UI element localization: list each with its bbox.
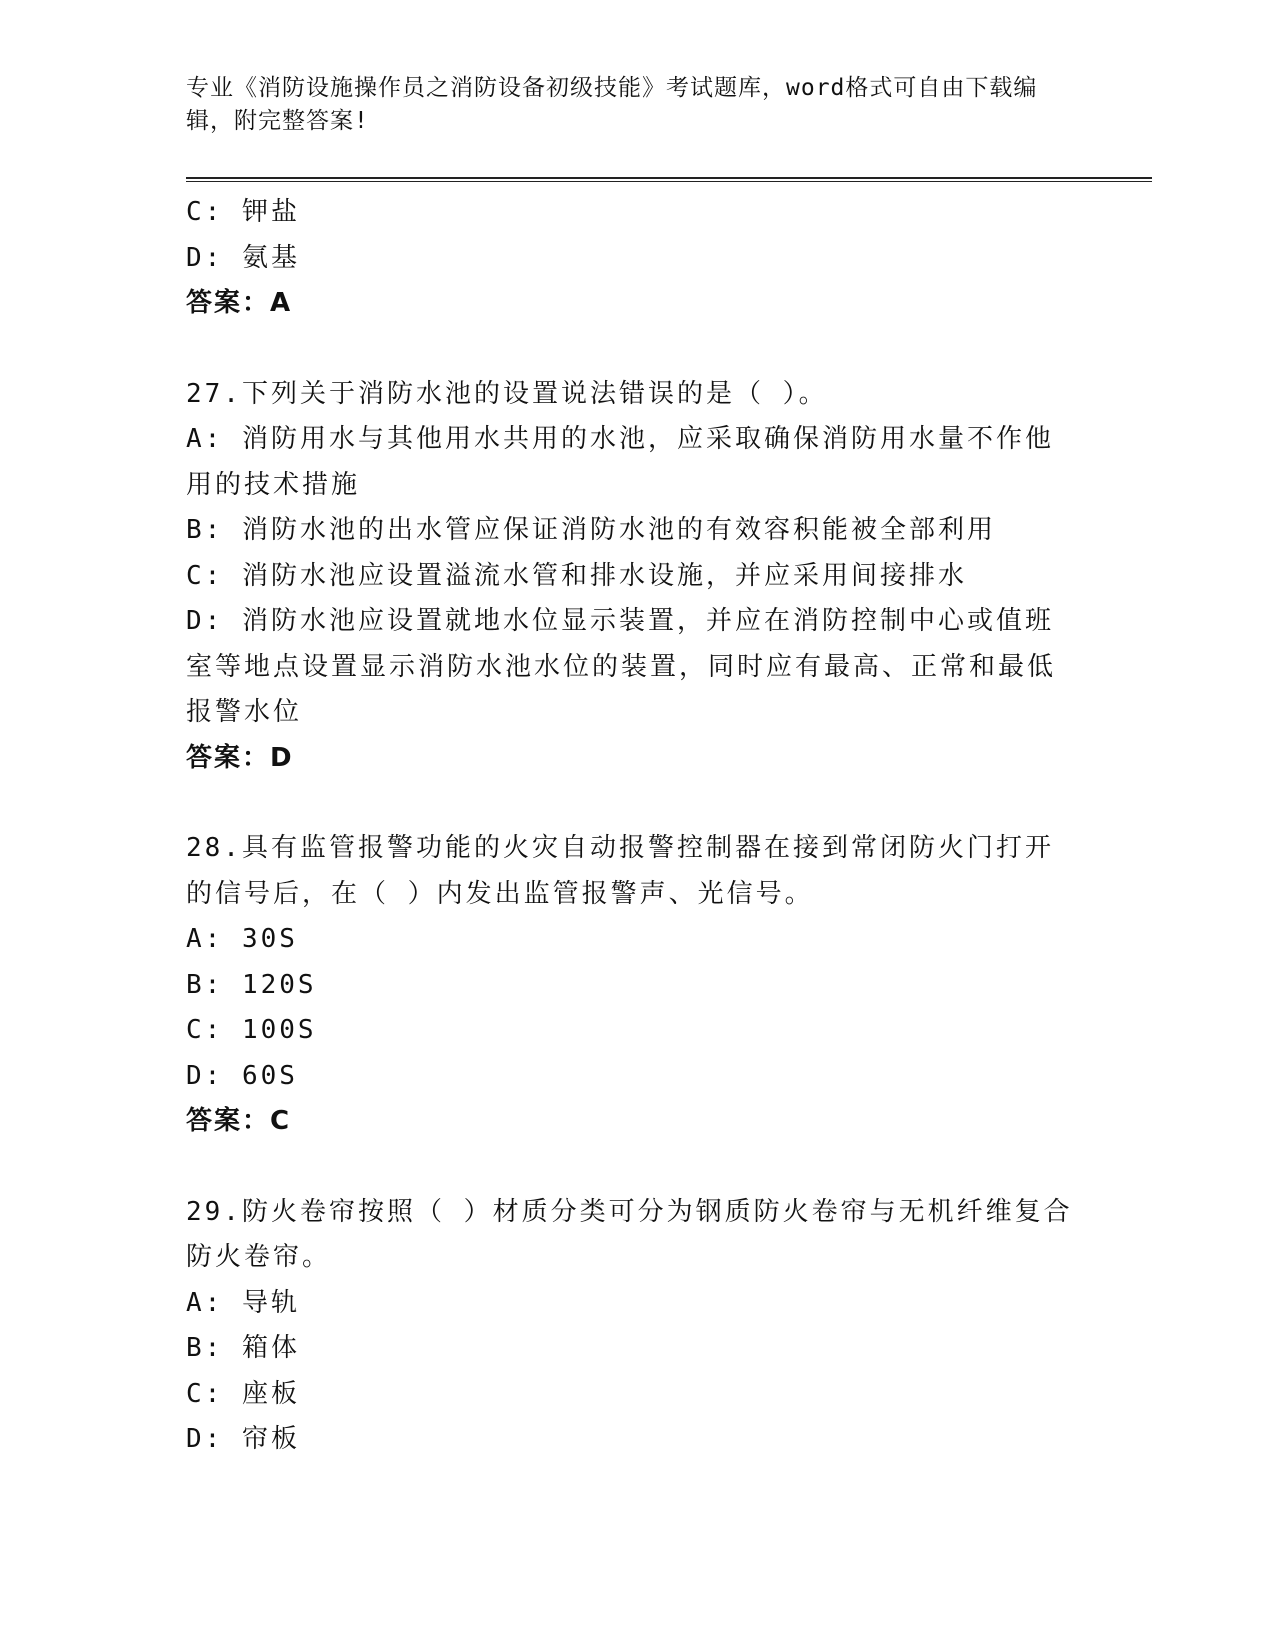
option-c: C: 座板 (186, 1378, 300, 1409)
document-header (186, 72, 1066, 138)
option-b: B: 消防水池的出水管应保证消防水池的有效容积能被全部利用 (186, 515, 996, 545)
option-d: D: 60S (186, 1060, 298, 1091)
option-b: B: 120S (186, 969, 317, 1000)
option-d: D: 氨基 (186, 242, 300, 273)
header-divider-thick (186, 177, 1152, 179)
option-c: C: 100S (186, 1015, 317, 1045)
question-29 (186, 1190, 1076, 1463)
option-a: A: 30S (186, 924, 298, 954)
question-stem: 28.具有监管报警功能的火灾自动报警控制器在接到常闭防火门打开的信号后，在（ ）内发出监管报警声、光信号。 (186, 833, 1054, 909)
answer-line: 答案：D (186, 742, 294, 773)
spacer (186, 781, 1076, 826)
option-c: C: 消防水池应设置溢流水管和排水设施，并应采用间接排水 (186, 560, 967, 591)
question-list (186, 190, 1076, 1463)
option-c: C: 钾盐 (186, 197, 300, 227)
answer-line: 答案：C (186, 1106, 292, 1136)
option-a: A: 消防用水与其他用水共用的水池，应采取确保消防用水量不作他用的技术措施 (186, 424, 1054, 500)
header-text: 专业《消防设施操作员之消防设备初级技能》考试题库，word格式可自由下载编辑，附完整答案! (186, 75, 1038, 134)
question-27 (186, 372, 1076, 782)
question-stem: 27.下列关于消防水池的设置说法错误的是（ ）。 (186, 378, 828, 409)
answer-line: 答案：A (186, 288, 293, 318)
spacer (186, 1145, 1076, 1190)
option-a: A: 导轨 (186, 1287, 300, 1318)
option-b: B: 箱体 (186, 1333, 300, 1363)
spacer (186, 327, 1076, 372)
option-d: D: 帘板 (186, 1424, 300, 1454)
question-28 (186, 826, 1076, 1145)
question-26-tail (186, 190, 1076, 327)
question-stem: 29.防火卷帘按照（ ）材质分类可分为钢质防火卷帘与无机纤维复合防火卷帘。 (186, 1196, 1073, 1272)
header-divider-thin (186, 181, 1152, 182)
option-d: D: 消防水池应设置就地水位显示装置，并应在消防控制中心或值班室等地点设置显示消防水池水位的装置，同时应有最高、正常和最低报警水位 (186, 606, 1057, 727)
